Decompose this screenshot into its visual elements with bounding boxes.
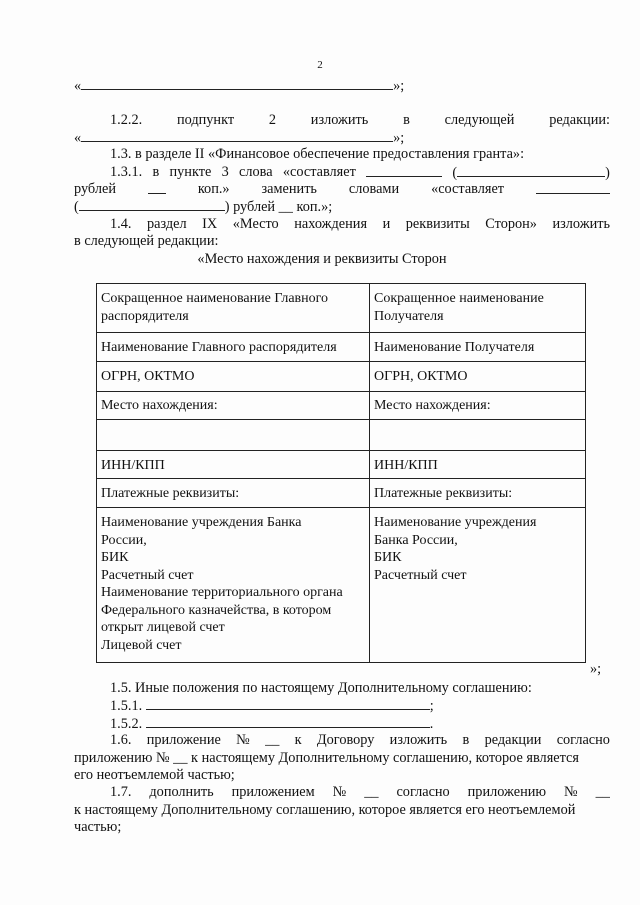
table-cell: Платежные реквизиты: [97, 479, 370, 508]
blank-field [148, 181, 166, 194]
word: согласно [556, 732, 610, 748]
open-quote: « [74, 130, 82, 146]
word: 3 [221, 164, 229, 180]
word: «составляет [282, 164, 356, 180]
punct: . [429, 716, 434, 732]
clause-1-6 [110, 732, 610, 750]
word: Договору [316, 732, 375, 748]
cell-line: России, [101, 532, 147, 548]
clause-1-4 [110, 216, 610, 234]
clause-number: 1.3.1. [110, 164, 143, 180]
blank-field [536, 181, 610, 194]
cell-line: открыт лицевой счет [101, 620, 225, 635]
blank-field [81, 129, 393, 142]
word: согласно [396, 784, 450, 800]
word: Сторон» [485, 216, 537, 232]
cell-line: Расчетный счет [101, 567, 194, 583]
table-cell: ОГРН, ОКТМО [97, 362, 370, 392]
table-cell: Место нахождения: [370, 392, 586, 420]
word: __ [364, 784, 379, 800]
word: реквизиты [405, 216, 470, 232]
table-cell: Место нахождения: [97, 392, 370, 420]
clause-number: 1.5.2. [110, 716, 143, 732]
table-row [97, 284, 586, 333]
word: __ [265, 732, 280, 748]
word: пункте [169, 164, 212, 180]
blank-line-2 [74, 129, 610, 148]
word: в [152, 164, 160, 180]
table-row [97, 420, 586, 451]
table-cell [370, 420, 586, 451]
table-row [97, 508, 586, 663]
punct: ; [429, 698, 434, 714]
cell-line: Наименование территориального органа [101, 585, 343, 600]
word: «Место [232, 216, 279, 232]
word: слова [239, 164, 273, 180]
cell-line: Федерального казначейства, в котором [101, 602, 332, 618]
word: № [236, 732, 250, 748]
clause-1-3: 1.3. в разделе II «Финансовое обеспечение предоставления гранта»: [110, 146, 525, 162]
clause-1-3-1 [110, 164, 610, 183]
blank-field [146, 715, 430, 728]
clause-1-5: 1.5. Иные положения по настоящему Дополнительному соглашению: [110, 680, 532, 696]
word: изложить [552, 216, 610, 232]
blank-line-1 [74, 77, 610, 96]
blank-field [366, 164, 442, 177]
table-cell: Сокращенное наименование Получателя [370, 284, 586, 333]
word: в [403, 112, 410, 128]
table-cell [97, 508, 370, 663]
table-row [97, 333, 586, 362]
table-cell: ОГРН, ОКТМО [370, 362, 586, 392]
word: изложить [389, 732, 448, 748]
table-row [97, 479, 586, 508]
word: «составляет [431, 181, 505, 197]
word: дополнить [149, 784, 214, 800]
clause-1-5-1 [110, 697, 610, 716]
table-row [97, 451, 586, 479]
word: изложить [310, 112, 369, 128]
clause-number: 1.4. [110, 216, 132, 232]
clause-1-5-2 [110, 715, 610, 734]
word: редакции: [549, 112, 610, 128]
clause-1-4-line2: в следующей редакции: [74, 233, 219, 249]
word: и [382, 216, 391, 232]
table-cell: ИНН/КПП [97, 451, 370, 479]
clause-1-6-line3: его неотъемлемой частью; [74, 767, 235, 783]
cell-line: Наименование учреждения [374, 515, 537, 530]
cell-line: БИК [101, 550, 129, 565]
clause-1-3-1-line3 [74, 198, 610, 217]
table-cell [97, 420, 370, 451]
paren: ( [74, 199, 79, 215]
word: № [332, 784, 347, 800]
word: раздел [146, 216, 187, 232]
cell-line: БИК [374, 550, 402, 565]
word: редакции [484, 732, 542, 748]
word: рублей [74, 181, 116, 197]
page-number: 2 [317, 59, 323, 71]
clause-number: 1.5.1. [110, 698, 143, 714]
paren: ( [452, 165, 458, 181]
close-quote: »; [393, 78, 405, 94]
table-cell: Наименование Главного распорядителя [97, 333, 370, 362]
table-cell: Наименование Получателя [370, 333, 586, 362]
cell-line: Расчетный счет [374, 567, 467, 583]
blank-field [81, 77, 393, 90]
table-close-quote: »; [590, 661, 602, 677]
clause-1-6-line2: приложению № __ к настоящему Дополнительному соглашению, которое является [74, 750, 579, 766]
table-row [97, 362, 586, 392]
cell-line: Банка России, [374, 532, 458, 548]
text: ) рублей __ коп.»; [224, 199, 333, 215]
word: заменить [261, 181, 317, 197]
clause-number: 1.6. [110, 732, 132, 748]
word: подпункт [176, 112, 235, 128]
word: № [564, 784, 578, 800]
close-quote: »; [393, 130, 405, 146]
word: словами [348, 181, 400, 197]
blank-field [79, 198, 225, 211]
blank-field [457, 164, 605, 177]
table-cell: Сокращенное наименование Главного распорядителя [97, 284, 370, 333]
word: приложению [467, 784, 547, 800]
word: к [294, 732, 302, 748]
cell-line: Наименование учреждения Банка [101, 515, 302, 530]
table-title: «Место нахождения и реквизиты Сторон [197, 251, 447, 267]
open-quote: « [74, 78, 82, 94]
word: IX [202, 216, 218, 232]
clause-1-7 [110, 784, 610, 802]
word: коп.» [197, 181, 230, 197]
clause-1-2-2 [110, 112, 610, 130]
word: __ [595, 784, 610, 800]
word: в [462, 732, 470, 748]
word: следующей [444, 112, 515, 128]
clause-1-7-line2: к настоящему Дополнительному соглашению, которое является его неотъемлемой [74, 802, 576, 818]
clause-1-3-1-line2 [74, 181, 610, 199]
blank-field [146, 697, 430, 710]
paren: ) [605, 165, 610, 181]
requisites-table [96, 283, 586, 663]
clause-1-7-line3: частью; [74, 819, 122, 835]
word: приложением [231, 784, 315, 800]
word: 2 [268, 112, 277, 128]
word: нахождения [294, 216, 368, 232]
table-cell: ИНН/КПП [370, 451, 586, 479]
word: приложение [146, 732, 221, 748]
cell-line: Лицевой счет [101, 637, 182, 653]
paren-blank [452, 164, 610, 183]
table-cell [370, 508, 586, 663]
table-cell: Платежные реквизиты: [370, 479, 586, 508]
clause-number: 1.7. [110, 784, 132, 800]
clause-number: 1.2.2. [110, 112, 143, 128]
table-row [97, 392, 586, 420]
